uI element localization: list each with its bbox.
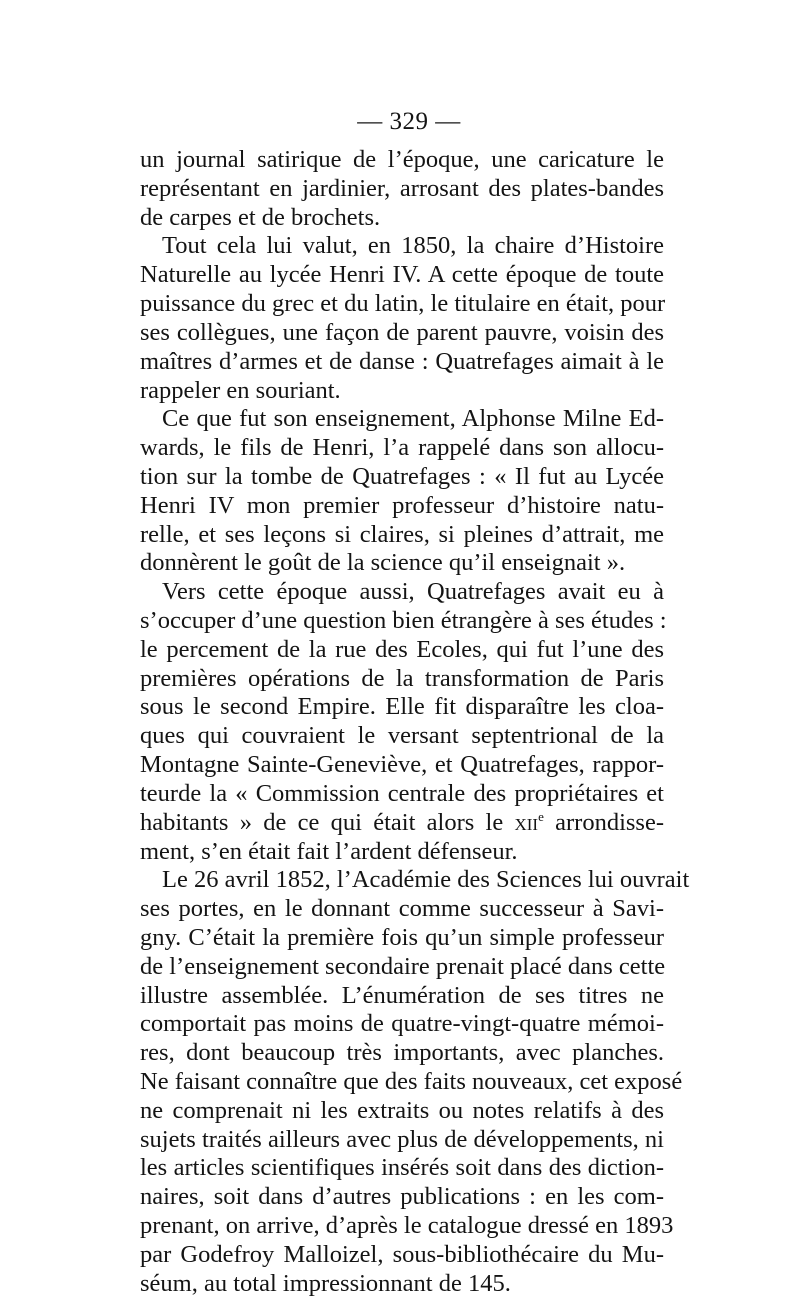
text-line: sujets traités ailleurs avec plus de développements, ni <box>140 1125 664 1153</box>
text-line: séum, au total impressionnant de 145. <box>140 1269 511 1297</box>
text-line: un journal satirique de l’époque, une caricature le <box>140 146 664 173</box>
text-line: puissance du grec et du latin, le titulaire en était, pour <box>140 290 666 318</box>
text-line: rappeler en souriant. <box>140 376 341 404</box>
text-line: gny. C’était la première fois qu’un simple professeur <box>140 923 664 951</box>
text-line: tion sur la tombe de Quatrefages : « Il fut au Lycée <box>140 462 664 490</box>
text-line: représentant en jardinier, arrosant des plates-bandes <box>140 174 664 202</box>
paragraph <box>140 578 667 866</box>
text-line: comportait pas moins de quatre-vingt-quatre mémoi- <box>140 1010 664 1038</box>
paragraph <box>140 232 664 405</box>
text-line: teurde la « Commission centrale des propriétaires et <box>140 779 664 807</box>
body-text <box>140 146 690 1299</box>
text-line: Henri IV mon premier professeur d’histoire natu- <box>140 491 664 519</box>
text-line: Le 26 avril 1852, l’Académie des Sciences lui ouvrait <box>162 866 690 894</box>
text-line: les articles scientifiques insérés soit dans des diction- <box>140 1154 664 1182</box>
text-line: relle, et ses leçons si claires, si pleines d’attrait, me <box>140 520 664 548</box>
text-line: ques qui couvraient le versant septentrional de la <box>140 722 664 750</box>
text-line: de l’enseignement secondaire prenait placé dans cette <box>140 952 666 980</box>
text-line: maîtres d’armes et de danse : Quatrefages aimait à le <box>140 347 664 375</box>
text-line: ne comprenait ni les extraits ou notes relatifs à des <box>140 1096 664 1124</box>
text-line: de carpes et de brochets. <box>140 203 381 231</box>
text-line: illustre assemblée. L’énumération de ses titres ne <box>140 981 664 1009</box>
text-line: Montagne Sainte-Geneviève, et Quatrefages, rappor- <box>140 751 664 779</box>
text-line: Naturelle au lycée Henri IV. A cette époque de toute <box>140 261 664 289</box>
text-line: le percement de la rue des Ecoles, qui fut l’une des <box>140 635 664 663</box>
text-line: ses portes, en le donnant comme successeur à Savi- <box>140 895 664 923</box>
text-line: wards, le fils de Henri, l’a rappelé dans son allocu- <box>140 434 664 462</box>
text-line: res, dont beaucoup très importants, avec planches. <box>140 1039 664 1067</box>
text-line: premières opérations de la transformation de Paris <box>140 664 664 692</box>
text-line: sous le second Empire. Elle fit disparaître les cloa- <box>140 693 664 721</box>
text-line: ment, s’en était fait l’ardent défenseur. <box>140 837 518 865</box>
text-line: prenant, on arrive, d’après le catalogue dressé en 1893 <box>140 1212 674 1240</box>
paragraph <box>140 866 690 1298</box>
page-number: — 329 — <box>357 108 461 135</box>
paragraph <box>140 405 664 578</box>
text-line: Tout cela lui valut, en 1850, la chaire d’Histoire <box>162 232 664 260</box>
paragraph <box>140 146 664 232</box>
text-line: Vers cette époque aussi, Quatrefages avait eu à <box>162 578 664 606</box>
text-line: habitants » de ce qui était alors le xii$^e$ arrondisse- <box>140 808 664 836</box>
text-line: Ce que fut son enseignement, Alphonse Milne Ed- <box>162 405 664 433</box>
text-line: donnèrent le goût de la science qu’il enseignait ». <box>140 549 626 577</box>
text-line: par Godefroy Malloizel, sous-bibliothécaire du Mu- <box>140 1240 664 1268</box>
text-line: s’occuper d’une question bien étrangère à ses études : <box>140 607 667 634</box>
text-line: ses collègues, une façon de parent pauvre, voisin des <box>140 318 664 346</box>
text-line: Ne faisant connaître que des faits nouveaux, cet exposé <box>140 1068 683 1095</box>
text-line: naires, soit dans d’autres publications : en les com- <box>140 1183 664 1211</box>
